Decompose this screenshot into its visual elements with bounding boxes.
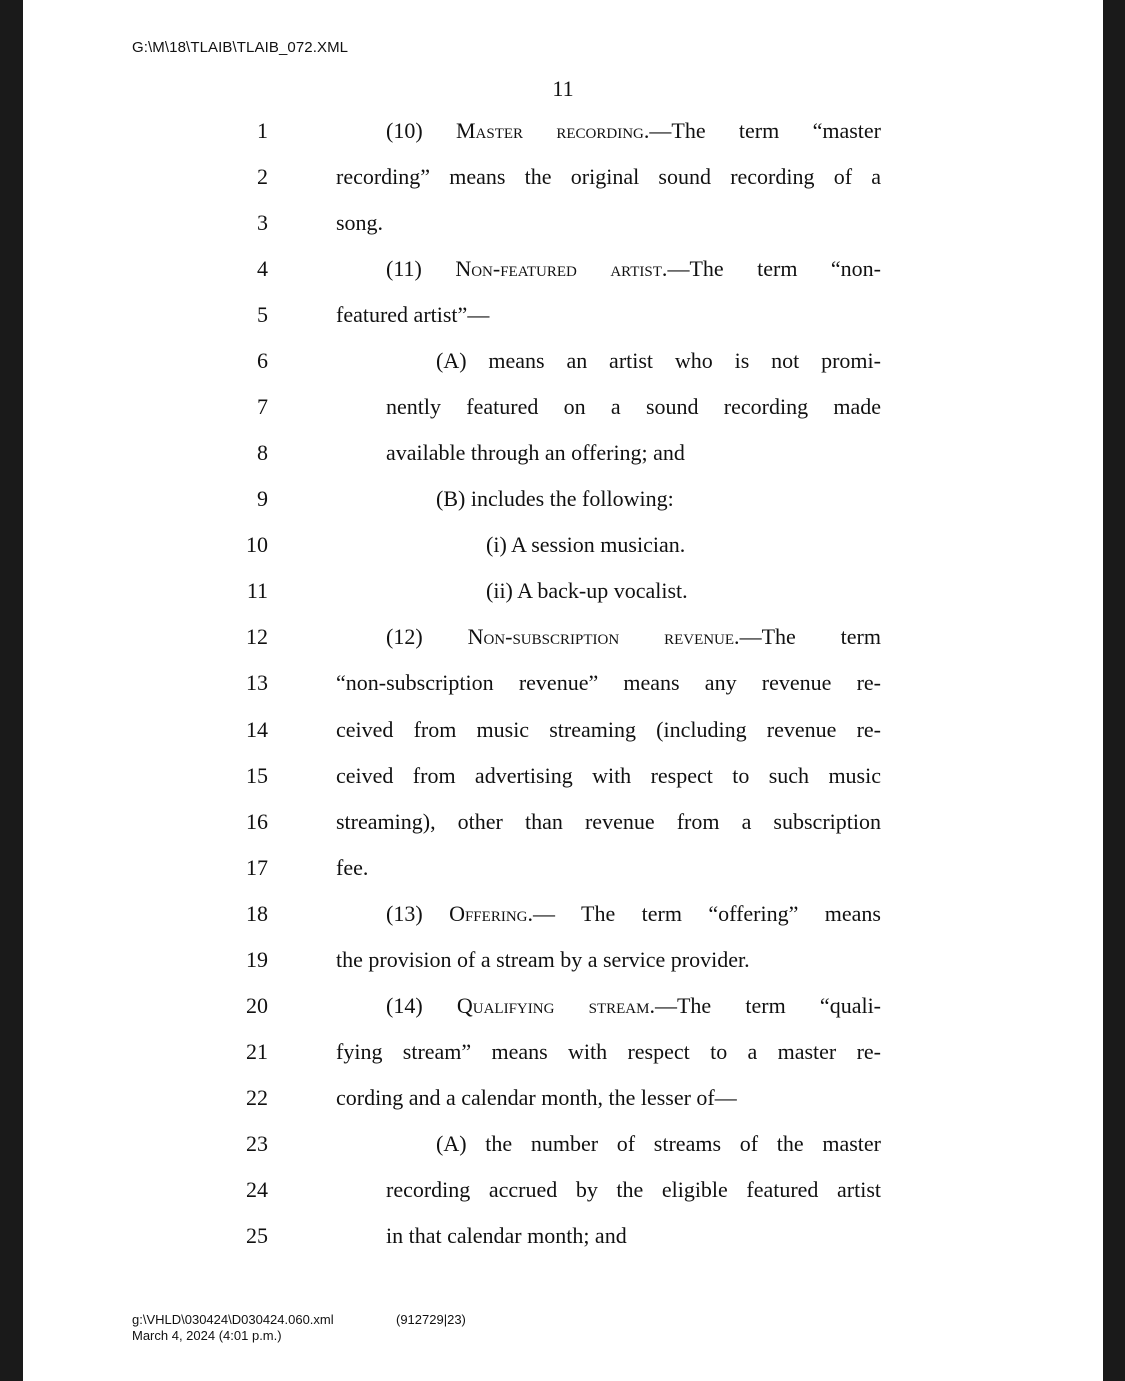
paragraph-number: (12) — [386, 624, 468, 650]
line-number: 13 — [246, 670, 268, 696]
text-line — [23, 394, 1103, 440]
line-body: —The term “non- — [667, 256, 881, 282]
footer-file-info — [132, 1312, 334, 1344]
line-number: 10 — [246, 532, 268, 558]
text-line — [23, 118, 1103, 164]
line-number: 23 — [246, 1130, 268, 1156]
text-line — [23, 1085, 1103, 1131]
line-number: 11 — [246, 578, 268, 604]
line-body: streaming), other than revenue from a subscription — [336, 808, 881, 834]
text-line — [23, 717, 1103, 763]
text-line — [23, 256, 1103, 302]
line-text — [336, 855, 368, 881]
line-body: recording” means the original sound recording of a — [336, 164, 881, 190]
text-line — [23, 993, 1103, 1039]
line-number: 8 — [257, 440, 268, 466]
text-line — [23, 670, 1103, 716]
line-number: 4 — [257, 256, 268, 282]
line-body: featured artist”— — [336, 302, 490, 328]
text-line — [23, 302, 1103, 348]
line-text — [336, 1039, 881, 1065]
text-line — [23, 1177, 1103, 1223]
defined-term-heading: Non-featured artist. — [455, 256, 668, 282]
header-file-path: G:\M\18\TLAIB\TLAIB_072.XML — [132, 39, 349, 56]
defined-term-heading: Offering. — [449, 900, 533, 926]
line-body: cording and a calendar month, the lesser of— — [336, 1084, 737, 1110]
line-text — [486, 532, 685, 558]
line-body: in that calendar month; and — [386, 1222, 627, 1248]
line-body: fying stream” means with respect to a master re- — [336, 1038, 881, 1064]
defined-term-heading: Qualifying stream. — [456, 992, 655, 1018]
paragraph-number: (10) — [386, 118, 456, 143]
line-body: —The term “master — [649, 118, 881, 143]
text-line — [23, 578, 1103, 624]
text-line — [23, 1131, 1103, 1177]
line-text — [386, 993, 881, 1019]
line-body: ceived from advertising with respect to such music — [336, 762, 881, 788]
line-text — [386, 1177, 881, 1203]
line-number: 7 — [257, 394, 268, 420]
line-number: 2 — [257, 164, 268, 190]
page-number: 11 — [552, 76, 574, 101]
line-text — [436, 348, 881, 374]
defined-term-heading: Master recording. — [455, 118, 650, 143]
line-body: —The term — [739, 624, 881, 650]
line-text — [336, 302, 489, 328]
line-body: (A) the number of streams of the master — [436, 1130, 881, 1156]
line-number: 19 — [246, 946, 268, 972]
line-text — [336, 210, 383, 236]
text-line — [23, 855, 1103, 901]
line-body: “non-subscription revenue” means any revenue re- — [336, 670, 881, 696]
footer-file-name: g:\VHLD\030424\D030424.060.xml — [132, 1312, 334, 1327]
footer-code: (912729|23) — [396, 1312, 466, 1327]
line-number: 18 — [246, 900, 268, 926]
line-number: 5 — [257, 302, 268, 328]
text-line — [23, 1039, 1103, 1085]
line-number: 15 — [246, 762, 268, 788]
text-line — [23, 532, 1103, 578]
line-text — [486, 578, 688, 604]
line-number: 16 — [246, 808, 268, 834]
paragraph-number: (13) — [386, 900, 450, 926]
line-body: ceived from music streaming (including revenue re- — [336, 716, 881, 742]
line-body: nently featured on a sound recording made — [386, 394, 881, 420]
line-number: 17 — [246, 854, 268, 880]
line-body: (ii) A back-up vocalist. — [486, 578, 688, 604]
line-number: 14 — [246, 716, 268, 742]
line-number: 1 — [257, 118, 268, 143]
text-line — [23, 809, 1103, 855]
text-line — [23, 1223, 1103, 1269]
line-number: 3 — [257, 210, 268, 236]
document-page — [23, 0, 1103, 1381]
line-text — [336, 1085, 737, 1111]
line-text — [386, 1223, 627, 1249]
text-line — [23, 164, 1103, 210]
text-line — [23, 624, 1103, 670]
line-text — [436, 486, 674, 512]
footer-date: March 4, 2024 (4:01 p.m.) — [132, 1328, 282, 1343]
line-text — [336, 809, 881, 835]
text-line — [23, 348, 1103, 394]
text-line — [23, 486, 1103, 532]
line-number: 24 — [246, 1176, 268, 1202]
line-text — [436, 1131, 881, 1157]
text-line — [23, 901, 1103, 947]
line-number: 25 — [246, 1222, 268, 1248]
text-line — [23, 763, 1103, 809]
defined-term-heading: Non-subscription revenue. — [467, 624, 740, 650]
line-text — [336, 717, 881, 743]
line-text — [386, 394, 881, 420]
line-number: 12 — [246, 624, 268, 650]
line-body: song. — [336, 210, 384, 236]
line-text — [386, 440, 685, 466]
line-body: —The term “quali- — [654, 992, 882, 1018]
line-body: available through an offering; and — [386, 440, 685, 466]
text-line — [23, 440, 1103, 486]
line-body: (B) includes the following: — [436, 486, 674, 512]
paragraph-number: (11) — [386, 256, 456, 282]
line-body: (A) means an artist who is not promi- — [436, 348, 881, 374]
line-text — [386, 901, 881, 927]
line-text — [386, 624, 881, 650]
line-number: 20 — [246, 992, 268, 1018]
line-text — [336, 164, 881, 190]
line-body: (i) A session musician. — [486, 532, 686, 558]
line-text — [336, 670, 881, 696]
line-text — [386, 118, 881, 144]
line-body: the provision of a stream by a service provider. — [336, 946, 750, 972]
line-number: 9 — [257, 486, 268, 512]
line-text — [336, 947, 750, 973]
line-text — [386, 256, 881, 282]
line-body: fee. — [336, 854, 369, 880]
line-text — [336, 763, 881, 789]
line-body: recording accrued by the eligible featured artist — [386, 1176, 881, 1202]
line-number: 22 — [246, 1084, 268, 1110]
text-line — [23, 947, 1103, 993]
line-body: — The term “offering” means — [532, 900, 881, 926]
line-number: 21 — [246, 1038, 268, 1064]
line-number: 6 — [257, 348, 268, 374]
paragraph-number: (14) — [386, 992, 457, 1018]
text-line — [23, 210, 1103, 256]
